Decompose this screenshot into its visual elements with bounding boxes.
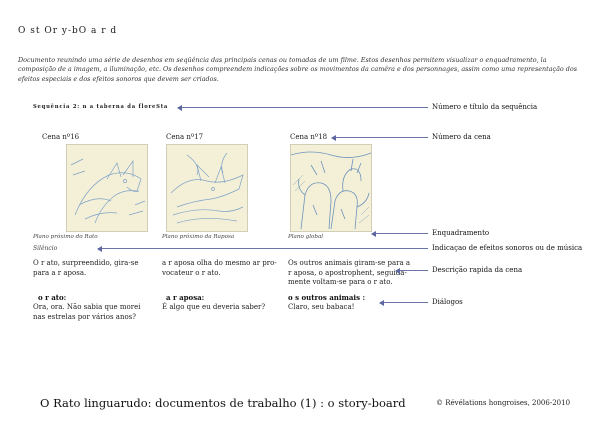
annotation-dialogues: Diálogos <box>432 298 463 306</box>
intro-paragraph: Documento reunindo uma série de desenhos em seqüência das principais cenas ou tomadas de um filme. Estos desenhos permitem visualizar o enquadramento, la composição de a imagem, a iluminação, etc. Os desenhos compreendem indicações sobre os movimentos da camêra e dos personnages, assim como uma representação dos efeitos especiais e dos efeitos sonoros que devem ser criados. <box>18 56 578 83</box>
sequence-label: Sequência 2: <box>33 104 80 110</box>
scene-16-dialogue <box>33 303 140 322</box>
scene-16-caption: Plano próximo do Rato <box>33 234 98 240</box>
scene-16-sketch <box>66 144 148 232</box>
dialogue-line: Claro, seu babaca! <box>288 303 355 311</box>
description-line: a r aposa olha do mesmo ar pro- <box>162 259 277 267</box>
description-line: r aposa, o apostrophent, seguida- <box>288 268 407 277</box>
scene-17-speaker: a r aposa: <box>166 293 205 302</box>
framing-arrow <box>372 233 428 234</box>
sound-arrow <box>98 248 428 249</box>
dialogue-arrow <box>380 302 428 303</box>
dialogue-line: Ora, ora. Não sabia que morei <box>33 303 141 311</box>
scene-18-label: Cena nº18 <box>290 133 328 141</box>
sequence-name: n a taberna da floreSta <box>82 104 169 110</box>
scene-17-sketch <box>166 144 248 232</box>
dialogue-line: É algo que eu deveria saber? <box>162 303 266 311</box>
annotation-scene-number: Número da cena <box>432 133 491 141</box>
scene-18-description <box>288 259 410 288</box>
scene-18-caption: Plano global <box>288 234 324 240</box>
page-title: O st Or y-bO a r d <box>18 26 118 36</box>
scene-16-speaker: o r ato: <box>38 293 67 302</box>
description-line: para a r aposa. <box>33 268 87 277</box>
description-line: O r ato, surpreendido, gira-se <box>33 259 139 267</box>
scene-16-label: Cena nº16 <box>42 133 80 141</box>
annotation-description: Descrição rapida da cena <box>432 266 523 274</box>
sequence-arrow <box>178 107 428 108</box>
annotation-framing: Enquadramento <box>432 229 490 237</box>
scene-17-label: Cena nº17 <box>166 133 204 141</box>
scene-17-caption: Plano próximo da Raposa <box>162 234 235 240</box>
dialogue-line: nas estrelas por vários anos? <box>33 312 137 321</box>
scene-16-description <box>33 259 138 278</box>
annotation-sound: Indicaçao de efeitos sonoros ou de música <box>432 244 583 252</box>
footer-copyright: © Révélations hongroises, 2006-2010 <box>436 399 571 407</box>
description-line: Os outros animais giram-se para a <box>288 259 411 267</box>
sequence-heading <box>33 104 168 110</box>
description-line: mente voltam-se para o r ato. <box>288 278 393 287</box>
sound-effect-label: Silêncio <box>33 245 58 252</box>
scene-18-dialogue <box>288 303 354 313</box>
description-line: vocateur o r ato. <box>162 268 221 277</box>
scene-18-sketch <box>290 144 372 232</box>
description-arrow <box>396 270 428 271</box>
annotation-sequence: Número e título da sequência <box>432 103 538 111</box>
footer-title: O Rato linguarudo: documentos de trabalho (1) : o story-board <box>40 396 406 410</box>
scene-number-arrow <box>332 137 428 138</box>
scene-18-speaker: o s outros animais : <box>288 293 366 302</box>
scene-17-description <box>162 259 277 278</box>
scene-17-dialogue <box>162 303 265 313</box>
